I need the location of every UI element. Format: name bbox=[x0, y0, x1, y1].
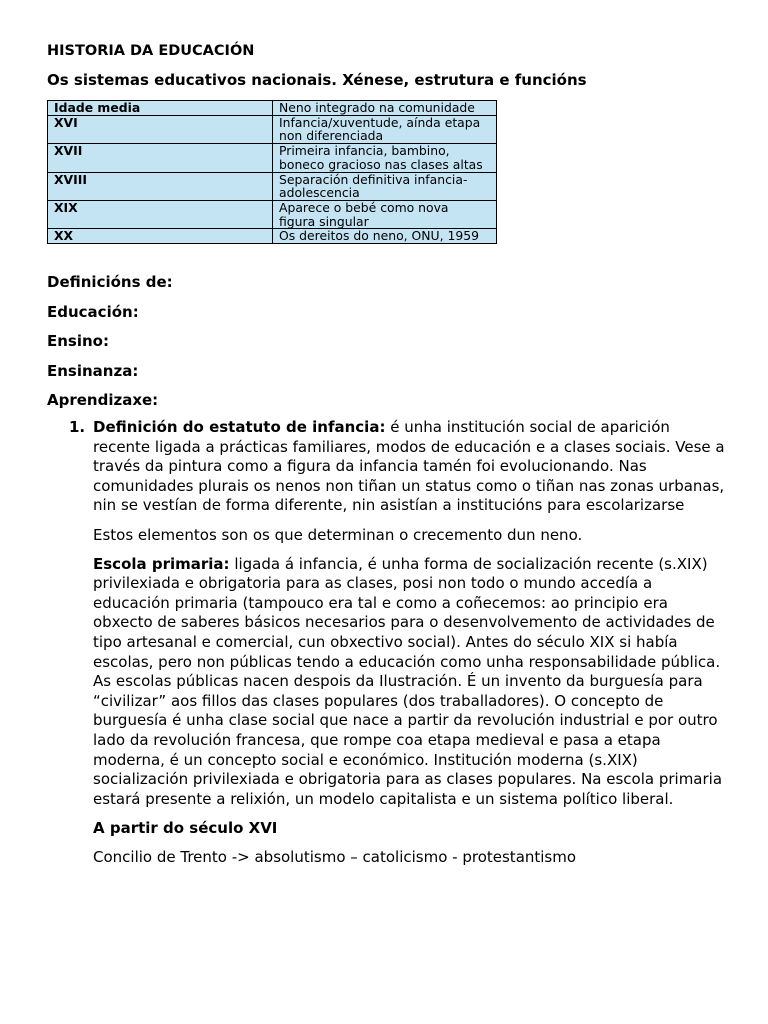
definitions-block bbox=[47, 272, 727, 410]
table-row bbox=[48, 144, 497, 172]
description-cell: Aparece o bebé como nova figura singular bbox=[273, 200, 497, 228]
childhood-status-paragraph bbox=[93, 418, 727, 516]
period-cell: XVI bbox=[48, 115, 273, 143]
definitions-heading: Definicións de: bbox=[47, 273, 173, 292]
primary-school-text: ligada á infancia, é unha forma de socialización recente (s.XIX) privilexiada e obrigatoria para as clases, posi non todo o mundo accedía a educación primaria (tampouco era tal e como a coñecemos: ao principio era obxecto de saberes básicos necesarios para o desenvolvemento de actividades de tipo artesanal e comercial, cun obxectivo social). Antes do século XIX si había escolas, pero non públicas tendo a educación como unha responsabilidade pública. As escolas públicas nacen despois da Ilustración. É un invento da burguesía para “civilizar” aos fillos das clases populares (dos traballadores). O concepto de burguesía é unha clase social que nace a partir da revolución industrial e por outro lado da revolución francesa, que rompe coa etapa medieval e pasa a etapa moderna, é un concepto social e económico. Institución moderna (s.XIX) socialización privilexiada e obrigatoria para as clases populares. Na escola primaria estará presente a relixión, un modelo capitalista e un sistema político liberal. bbox=[93, 554, 723, 808]
list-number: 1. bbox=[69, 418, 86, 437]
childhood-status-text: é unha institución social de aparición recente ligada a prácticas familiares, modos de educación e a clases sociais. Vese a través da pintura como a figura da infancia tamén foi evolucionando. Nas comunidades plurais os nenos non tiñan un status como o tiñan nas zonas urbanas, nin se vestían de forma diferente, nin asistían a institucións para escolarizarse bbox=[93, 418, 725, 515]
description-cell: Infancia/xuventude, aínda etapa non diferenciada bbox=[273, 115, 497, 143]
period-cell: Idade media bbox=[48, 101, 273, 116]
period-cell: XVII bbox=[48, 144, 273, 172]
primary-school-term: Escola primaria: bbox=[93, 554, 230, 573]
definition-learning: Aprendizaxe: bbox=[47, 391, 159, 410]
description-cell: Primeira infancia, bambino, boneco gracioso nas clases altas bbox=[273, 144, 497, 172]
section-text: Concilio de Trento -> absolutismo – catolicismo - protestantismo bbox=[93, 847, 577, 866]
period-cell: XX bbox=[48, 229, 273, 244]
description-cell: Separación definitiva infancia-adolescencia bbox=[273, 172, 497, 200]
numbered-list bbox=[47, 418, 727, 867]
elements-paragraph: Estos elementos son os que determinan o crecemento dun neno. bbox=[93, 525, 583, 544]
childhood-status-term: Definición do estatuto de infancia: bbox=[93, 418, 386, 437]
description-cell: Os dereitos do neno, ONU, 1959 bbox=[273, 229, 497, 244]
table-row bbox=[48, 101, 497, 116]
primary-school-paragraph bbox=[93, 555, 727, 810]
definition-instruction: Ensinanza: bbox=[47, 361, 139, 380]
period-cell: XIX bbox=[48, 200, 273, 228]
section-heading: A partir do século XVI bbox=[93, 818, 278, 837]
table-row bbox=[48, 172, 497, 200]
description-cell: Neno integrado na comunidade bbox=[273, 101, 497, 116]
table-row bbox=[48, 229, 497, 244]
childhood-periods-table bbox=[47, 100, 497, 244]
period-cell: XVIII bbox=[48, 172, 273, 200]
document-title: HISTORIA DA EDUCACIÓN bbox=[47, 43, 255, 59]
table-row bbox=[48, 115, 497, 143]
definition-education: Educación: bbox=[47, 302, 139, 321]
document-subtitle: Os sistemas educativos nacionais. Xénese, estrutura e funcións bbox=[47, 71, 587, 89]
document-page bbox=[47, 40, 727, 868]
definition-teaching: Ensino: bbox=[47, 332, 109, 351]
table-row bbox=[48, 200, 497, 228]
